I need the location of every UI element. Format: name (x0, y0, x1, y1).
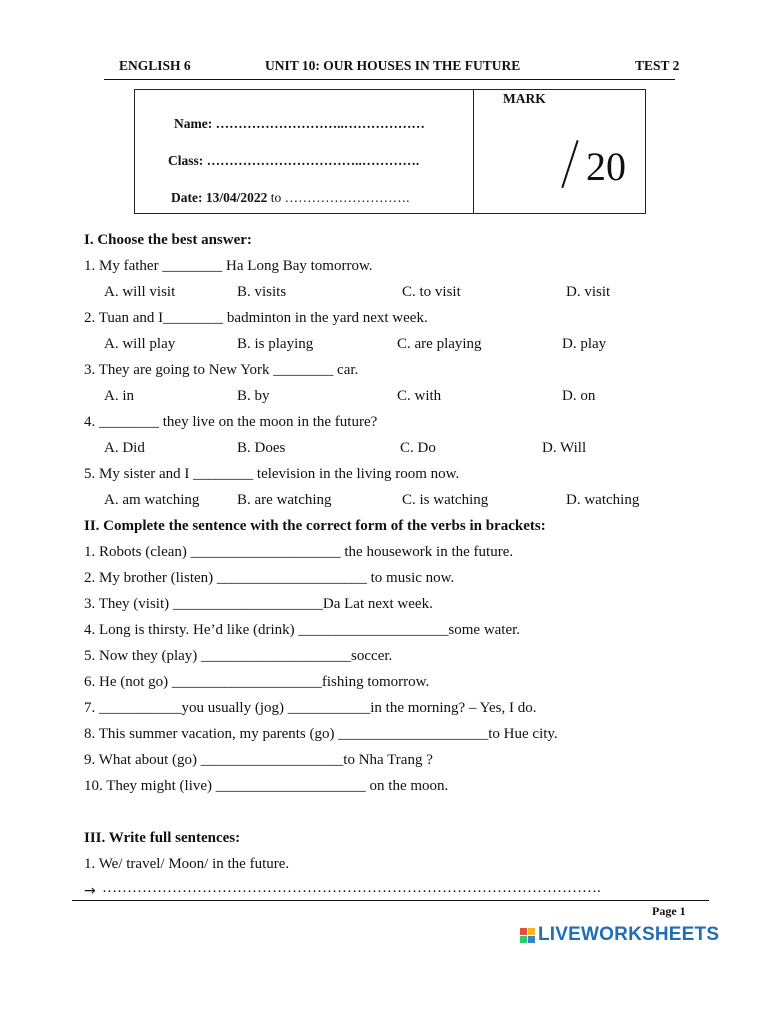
sentence-prompt-1: 1. We/ travel/ Moon/ in the future. (84, 856, 290, 872)
option-4b[interactable]: B. Does (237, 440, 286, 456)
header-rule (104, 79, 675, 80)
mark-total: 20 (586, 144, 626, 189)
option-4a[interactable]: A. Did (104, 440, 145, 456)
verb-item-1[interactable]: 1. Robots (clean) ____________________ the housework in the future. (84, 544, 514, 560)
date-to: to ………………………. (267, 190, 410, 205)
option-3d[interactable]: D. on (562, 388, 596, 404)
verb-item-6[interactable]: 6. He (not go) ____________________fishing tomorrow. (84, 674, 430, 690)
logo-square (528, 936, 535, 943)
class-field[interactable]: Class: ……………………………..…………. (168, 153, 420, 168)
section-3-title: III. Write full sentences: (84, 830, 241, 846)
option-2a[interactable]: A. will play (104, 336, 176, 352)
option-2b[interactable]: B. is playing (237, 336, 314, 352)
option-3c[interactable]: C. with (397, 388, 442, 404)
question-2: 2. Tuan and I________ badminton in the yard next week. (84, 310, 428, 326)
option-5c[interactable]: C. is watching (402, 492, 489, 508)
section-2-title: II. Complete the sentence with the correct form of the verbs in brackets: (84, 518, 546, 534)
verb-item-9[interactable]: 9. What about (go) ___________________to Nha Trang ? (84, 752, 433, 768)
verb-item-5[interactable]: 5. Now they (play) ____________________soccer. (84, 648, 393, 664)
option-1b[interactable]: B. visits (237, 284, 287, 300)
liveworksheets-logo (520, 924, 719, 946)
option-3b[interactable]: B. by (237, 388, 270, 404)
question-5: 5. My sister and I ________ television in the living room now. (84, 466, 460, 482)
date-field[interactable] (171, 190, 410, 206)
answer-line-1[interactable]: ………………………………………………………………………………………. (102, 880, 601, 896)
question-1: 1. My father ________ Ha Long Bay tomorrow. (84, 258, 373, 274)
verb-item-8[interactable]: 8. This summer vacation, my parents (go) ____________________to Hue city. (84, 726, 558, 742)
subject-label: ENGLISH 6 (119, 58, 191, 73)
name-field[interactable]: Name: ………………………..……………… (174, 116, 425, 131)
footer-rule (72, 900, 709, 901)
option-2d[interactable]: D. play (562, 336, 607, 352)
section-1-title: I. Choose the best answer: (84, 232, 252, 248)
brand-name: LIVEWORKSHEETS (538, 924, 720, 945)
test-label: TEST 2 (635, 58, 680, 73)
option-3a[interactable]: A. in (104, 388, 134, 404)
option-2c[interactable]: C. are playing (397, 336, 482, 352)
verb-item-2[interactable]: 2. My brother (listen) ____________________ to music now. (84, 570, 455, 586)
option-1d[interactable]: D. visit (566, 284, 611, 300)
logo-squares-icon (520, 928, 535, 943)
logo-square (520, 928, 527, 935)
question-4: 4. ________ they live on the moon in the future? (84, 414, 378, 430)
option-1a[interactable]: A. will visit (104, 284, 176, 300)
logo-square (528, 928, 535, 935)
option-4c[interactable]: C. Do (400, 440, 436, 456)
option-4d[interactable]: D. Will (542, 440, 587, 456)
verb-item-7[interactable]: 7. ___________you usually (jog) ___________in the morning? – Yes, I do. (84, 700, 537, 716)
verb-item-10[interactable]: 10. They might (live) ____________________ on the moon. (84, 778, 449, 794)
unit-title: UNIT 10: OUR HOUSES IN THE FUTURE (265, 58, 521, 73)
option-5d[interactable]: D. watching (566, 492, 640, 508)
arrow-right-icon: → (84, 883, 96, 899)
verb-item-3[interactable]: 3. They (visit) ____________________Da Lat next week. (84, 596, 433, 612)
option-1c[interactable]: C. to visit (402, 284, 461, 300)
mark-label: MARK (503, 91, 546, 106)
verb-item-4[interactable]: 4. Long is thirsty. He’d like (drink) ____________________some water. (84, 622, 521, 638)
logo-square (520, 936, 527, 943)
question-3: 3. They are going to New York ________ car. (84, 362, 359, 378)
date-label: Date: 13/04/2022 (171, 190, 268, 205)
page-number: Page 1 (652, 904, 686, 918)
option-5b[interactable]: B. are watching (237, 492, 332, 508)
option-5a[interactable]: A. am watching (104, 492, 200, 508)
